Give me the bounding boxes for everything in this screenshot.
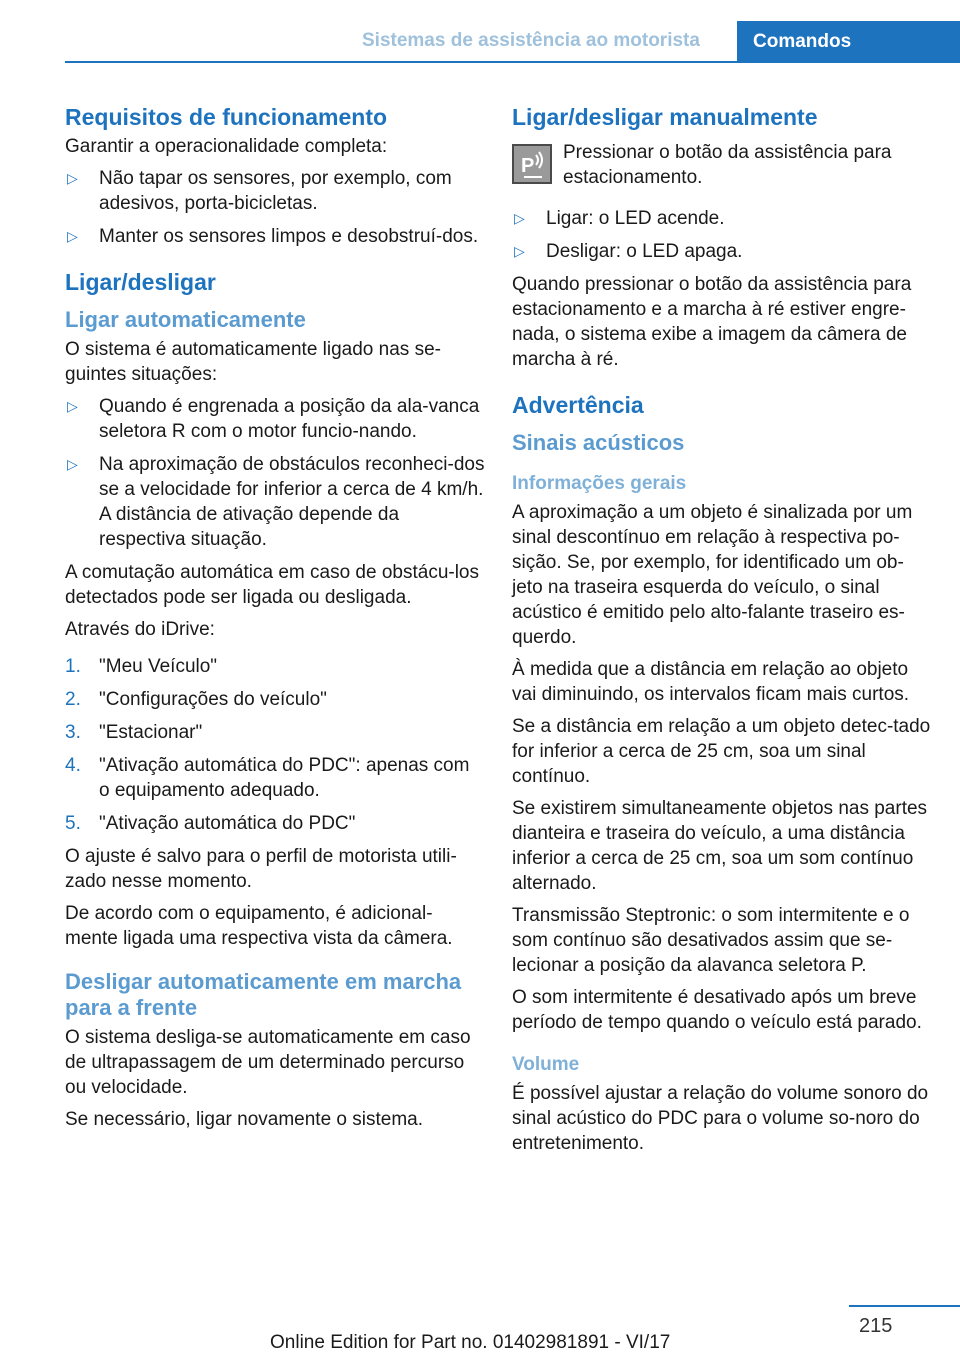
general-paragraph-4: Se existirem simultaneamente objetos nas partes dianteira e traseira do veículo, a uma distância inferior a cerca de 25 cm, soa um som contínuo alternado. xyxy=(512,798,928,894)
requirements-intro: Garantir a operacionalidade completa: xyxy=(65,136,388,157)
list-item: ▷ Desligar: o LED apaga. xyxy=(514,241,743,262)
list-item: 1. "Meu Veículo" xyxy=(65,656,218,677)
off-paragraph-2: Se necessário, ligar novamente o sistema. xyxy=(65,1109,424,1130)
edition-footer: Online Edition for Part no. 01402981891 - VI/17 xyxy=(270,1332,671,1353)
auto-list xyxy=(65,394,485,552)
list-item: ▷ Quando é engrenada a posição da ala-vanca seletora R com o motor funcio-nando. xyxy=(67,396,480,442)
list-item: 5. "Ativação automática do PDC" xyxy=(65,813,356,834)
general-paragraph-2: À medida que a distância em relação ao objeto vai diminuindo, os intervalos ficam mais curtos. xyxy=(512,659,910,705)
header-rule xyxy=(65,61,960,63)
manual-paragraph: Quando pressionar o botão da assistência para estacionamento e a marcha à ré estiver engre-nada, o sistema exibe a imagem da câmera de marcha à ré. xyxy=(512,274,912,370)
chapter-tab: Comandos xyxy=(737,21,960,62)
heading-on-off: Ligar/desligar xyxy=(65,269,216,295)
auto-paragraph-1: A comutação automática em caso de obstácu-los detectados pode ser ligada ou desligada. xyxy=(65,562,480,608)
triangle-bullet-icon: ▷ xyxy=(67,398,78,414)
parking-assist-button-icon xyxy=(512,144,552,184)
requirements-list xyxy=(65,166,485,249)
park-button-row xyxy=(512,140,932,190)
off-paragraph-1: O sistema desliga-se automaticamente em caso de ultrapassagem de um determinado percurso ou velocidade. xyxy=(65,1027,471,1098)
page-header xyxy=(0,0,960,64)
right-column xyxy=(512,102,932,1163)
triangle-bullet-icon: ▷ xyxy=(514,210,525,226)
manual-button-text: Pressionar o botão da assistência para estacionamento. xyxy=(563,142,892,188)
list-item: ▷ Ligar: o LED acende. xyxy=(514,208,725,229)
list-item: ▷ Não tapar os sensores, por exemplo, com adesivos, porta-bicicletas. xyxy=(67,168,452,214)
general-paragraph-3: Se a distância em relação a um objeto detec-tado for inferior a cerca de 25 cm, soa um sinal contínuo. xyxy=(512,716,931,787)
general-paragraph-6: O som intermitente é desativado após um breve período de tempo quando o veículo está parado. xyxy=(512,987,922,1033)
heading-volume: Volume xyxy=(512,1054,580,1075)
heading-manual: Ligar/desligar manualmente xyxy=(512,104,818,130)
list-item: ▷ Manter os sensores limpos e desobstruí-dos. xyxy=(67,226,479,247)
volume-paragraph: É possível ajustar a relação do volume sonoro do sinal acústico do PDC para o volume so-noro do entretenimento. xyxy=(512,1083,929,1154)
triangle-bullet-icon: ▷ xyxy=(67,456,78,472)
list-item: 2. "Configurações do veículo" xyxy=(65,689,327,710)
footer-rule xyxy=(849,1305,960,1307)
manual-list xyxy=(512,206,932,264)
heading-warning: Advertência xyxy=(512,392,644,418)
auto-paragraph-4: De acordo com o equipamento, é adicional-mente ligada uma respectiva vista da câmera. xyxy=(65,903,453,949)
left-column xyxy=(65,102,485,1139)
heading-auto-off: Desligar automaticamente em marcha para a frente xyxy=(65,969,462,1020)
auto-paragraph-3: O ajuste é salvo para o perfil de motorista utili-zado nesse momento. xyxy=(65,846,457,892)
list-item: 4. "Ativação automática do PDC": apenas com o equipamento adequado. xyxy=(65,755,470,801)
heading-requirements: Requisitos de funcionamento xyxy=(65,104,388,130)
auto-paragraph-2: Através do iDrive: xyxy=(65,619,215,640)
auto-intro: O sistema é automaticamente ligado nas se-guintes situações: xyxy=(65,339,441,385)
page-number: 215 xyxy=(859,1315,893,1337)
general-paragraph-1: A aproximação a um objeto é sinalizada por um sinal descontínuo em relação à respectiva po-sição. Se, por exemplo, for identificado um ob-jeto na traseira esquerda do veículo, o sinal acústico é emitido pelo alto-falante traseiro es-querdo. xyxy=(512,502,913,648)
svg-text:P: P xyxy=(521,155,535,177)
section-title: Sistemas de assistência ao motorista xyxy=(362,30,700,51)
general-paragraph-5: Transmissão Steptronic: o som intermitente e o som contínuo são desativados assim que se-lecionar a posição da alavanca seletora P. xyxy=(512,905,910,976)
list-item: ▷ Na aproximação de obstáculos reconheci-dos se a velocidade for inferior a cerca de 4 km/h. A distância de ativação depende da respectiva situação. xyxy=(67,454,485,550)
heading-auto-on: Ligar automaticamente xyxy=(65,307,306,332)
triangle-bullet-icon: ▷ xyxy=(67,170,78,186)
heading-acoustic: Sinais acústicos xyxy=(512,430,685,455)
idrive-steps xyxy=(65,654,485,836)
triangle-bullet-icon: ▷ xyxy=(67,228,78,244)
heading-general: Informações gerais xyxy=(512,473,687,494)
triangle-bullet-icon: ▷ xyxy=(514,243,525,259)
list-item: 3. "Estacionar" xyxy=(65,722,203,743)
